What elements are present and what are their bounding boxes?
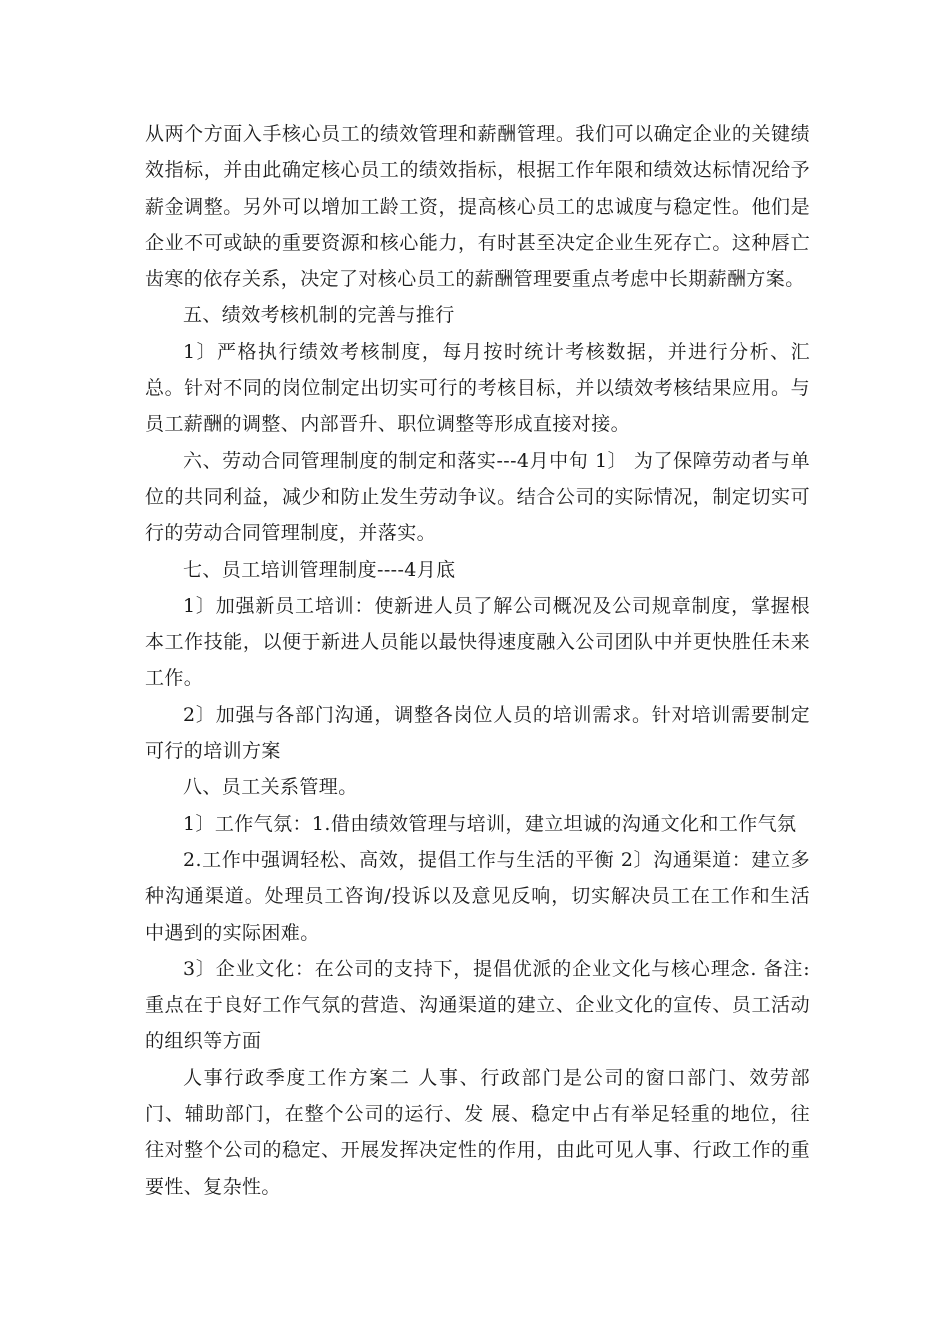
paragraph-department-communication: 2〕加强与各部门沟通，调整各岗位人员的培训需求。针对培训需要制定可行的培训方案: [145, 703, 810, 763]
heading-section-seven: 七、员工培训管理制度----4月底: [183, 558, 456, 581]
paragraph-plan-two-intro: 人事行政季度工作方案二 人事、行政部门是公司的窗口部门、效劳部门、辅助部门，在整个公司的运行、发 展、稳定中占有举足轻重的地位，往往对整个公司的稳定、开展发挥决定性的作用，由此可见人事、行政工作的重要性、复杂性。: [145, 1066, 810, 1198]
paragraph-corporate-culture: 3〕企业文化：在公司的支持下，提倡优派的企业文化与核心理念. 备注:重点在于良好工作气氛的营造、沟通渠道的建立、企业文化的宣传、员工活动的组织等方面: [145, 957, 810, 1053]
heading-section-five: 五、绩效考核机制的完善与推行: [183, 304, 455, 327]
paragraph-labor-contract: 六、劳动合同管理制度的制定和落实---4月中旬 1〕 为了保障劳动者与单位的共同利益，减少和防止发生劳动争议。结合公司的实际情况，制定切实可行的劳动合同管理制度，并落实。: [145, 449, 810, 545]
paragraph-core-staff-pay: 从两个方面入手核心员工的绩效管理和薪酬管理。我们可以确定企业的关键绩效指标，并由此确定核心员工的绩效指标，根据工作年限和绩效达标情况给予薪金调整。另外可以增加工龄工资，提高核心员工的忠诚度与稳定性。他们是企业不可或缺的重要资源和核心能力，有时甚至决定企业生死存亡。这种唇亡齿寒的依存关系，决定了对核心员工的薪酬管理要重点考虑中长期薪酬方案。: [145, 123, 810, 291]
paragraph-work-atmosphere: 1〕工作气氛：1.借由绩效管理与培训，建立坦诚的沟通文化和工作气氛: [183, 812, 797, 835]
paragraph-performance-review: 1〕严格执行绩效考核制度，每月按时统计考核数据，并进行分析、汇总。针对不同的岗位制定出切实可行的考核目标，并以绩效考核结果应用。与员工薪酬的调整、内部晋升、职位调整等形成直接对接。: [145, 340, 810, 436]
paragraph-new-staff-training: 1〕加强新员工培训：使新进人员了解公司概况及公司规章制度，掌握根本工作技能，以便于新进人员能以最快得速度融入公司团队中并更快胜任未来工作。: [145, 594, 810, 690]
document-body: [145, 116, 810, 1205]
paragraph-communication-channels: 2.工作中强调轻松、高效，提倡工作与生活的平衡 2〕沟通渠道：建立多种沟通渠道。处理员工咨询/投诉以及意见反响，切实解决员工在工作和生活中遇到的实际困难。: [145, 848, 810, 944]
heading-section-eight: 八、员工关系管理。: [183, 776, 358, 799]
